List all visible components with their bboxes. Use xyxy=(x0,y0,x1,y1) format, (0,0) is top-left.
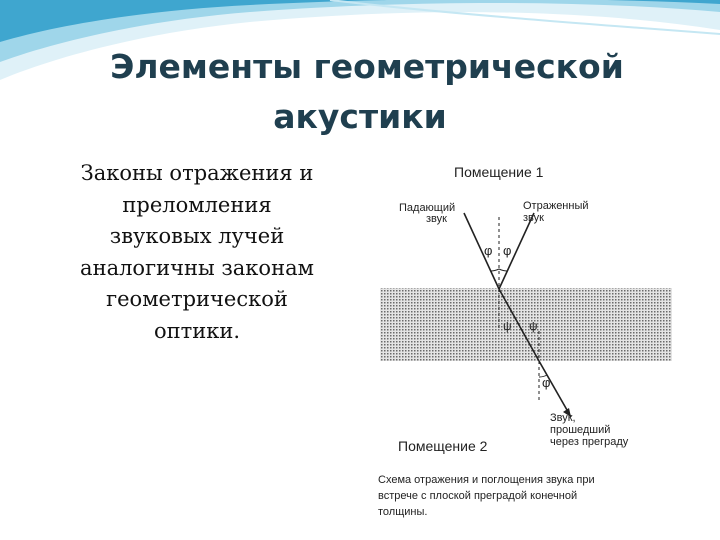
phi-reflected: φ xyxy=(503,243,512,258)
title-line-2: акустики xyxy=(273,97,447,136)
passed-sound-label-3: через преграду xyxy=(550,436,629,448)
psi-inside-1: ψ xyxy=(503,319,512,333)
body-line-6: оптики. xyxy=(153,318,241,343)
psi-inside-2: ψ xyxy=(529,319,538,333)
caption-line-1: Схема отражения и поглощения звука при xyxy=(378,474,595,486)
angle-arc-reflected xyxy=(499,269,508,271)
body-paragraph xyxy=(52,158,342,347)
room-2-label: Помещение 2 xyxy=(398,438,488,454)
incident-sound-label-1: Падающий xyxy=(399,202,456,214)
acoustics-diagram xyxy=(366,155,686,530)
barrier-layer xyxy=(380,288,672,361)
room-1-label: Помещение 1 xyxy=(454,164,544,180)
passed-sound-label-1: Звук, xyxy=(550,412,576,424)
angle-arc-incident xyxy=(490,269,499,271)
incident-sound-label-2: звук xyxy=(426,213,447,225)
caption-line-2: встрече с плоской преградой конечной xyxy=(378,490,578,502)
passed-sound-label-2: прошедший xyxy=(550,424,611,436)
reflected-sound-label-1: Отраженный xyxy=(523,200,589,212)
caption-line-3: толщины. xyxy=(378,506,428,518)
body-line-1: Законы отражения и xyxy=(80,161,314,185)
reflected-sound-label-2: звук xyxy=(523,212,544,224)
phi-exit: φ xyxy=(542,375,551,390)
body-line-2: преломления xyxy=(122,192,272,217)
phi-incident: φ xyxy=(484,243,493,258)
body-line-4: аналогичны законам xyxy=(80,255,314,280)
body-line-3: звуковых лучей xyxy=(109,224,285,248)
title-line-1: Элементы геометрической xyxy=(110,47,624,86)
incident-ray xyxy=(464,213,499,289)
page-title xyxy=(0,42,720,142)
body-line-5: геометрической xyxy=(106,287,288,311)
